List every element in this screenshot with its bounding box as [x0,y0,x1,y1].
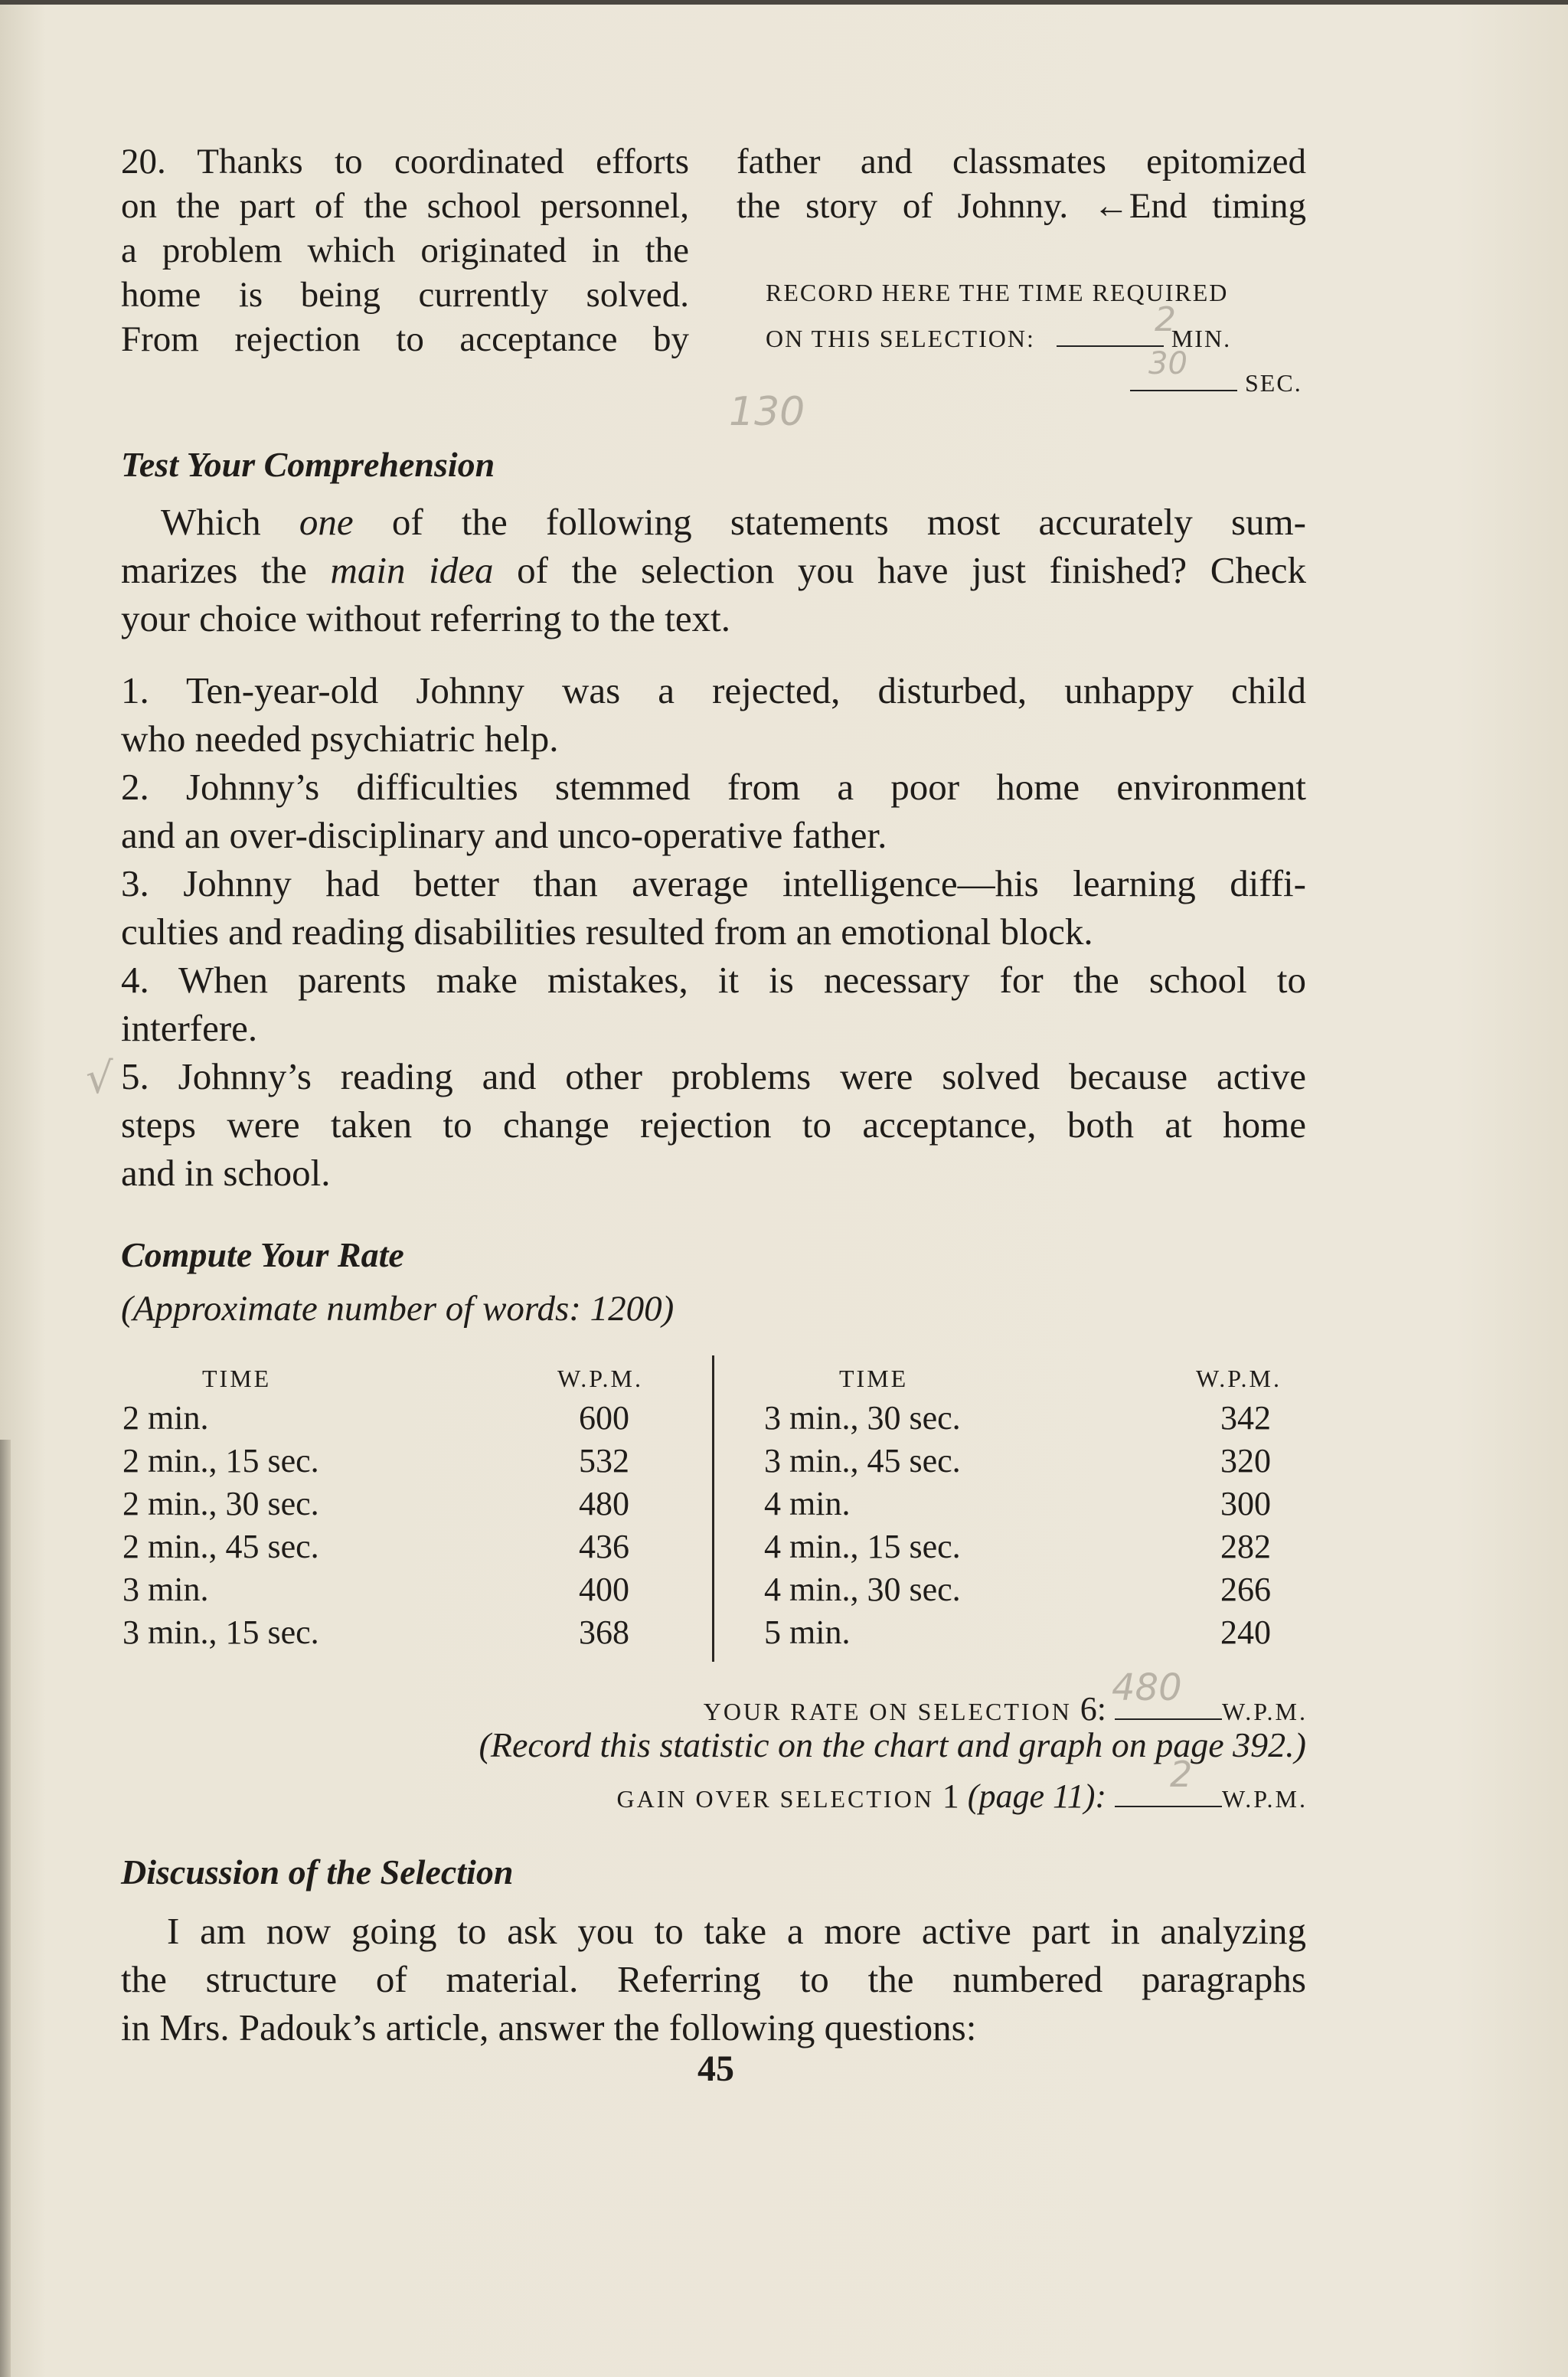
table-cell-time: 2 min. [122,1399,209,1437]
discussion-paragraph [121,1907,1306,2052]
table-cell-wpm: 282 [1220,1528,1271,1565]
paragraph-20 [121,139,689,361]
option-3-line: culties and reading disabilities resulted from an emotional block. [121,911,1093,953]
table-cell-wpm: 240 [1220,1614,1271,1651]
table-cell-time: 4 min., 15 sec. [764,1528,961,1565]
table-cell-wpm: 600 [579,1399,629,1437]
table-cell-time: 3 min. [122,1571,209,1608]
gain-line [617,1777,1308,1816]
discussion-line: the structure of material. Referring to the numbered paragraphs [121,1958,1306,2000]
col-time-left: TIME [202,1365,272,1392]
intro-line: marizes the main idea of the selection you have just finished? Check [121,549,1306,591]
option-5-line: steps were taken to change rejection to acceptance, both at home [121,1103,1306,1146]
selection-number: 6: [1080,1690,1107,1728]
rate-subheading: (Approximate number of words: 1200) [121,1289,675,1329]
col2-line: the story of Johnny. ←End timing [737,186,1306,226]
your-rate-line [704,1689,1308,1728]
option-4-line: 4. When parents make mistakes, it is necessary for the school to [121,959,1306,1001]
table-cell-wpm: 266 [1220,1571,1271,1608]
table-cell-wpm: 480 [579,1485,629,1522]
table-cell-time: 5 min. [764,1614,851,1651]
table-cell-wpm: 400 [579,1571,629,1608]
record-time-label: RECORD HERE THE TIME REQUIRED [766,279,1229,306]
comprehension-intro [121,498,1306,642]
handwritten-gain: 2 [1170,1754,1193,1795]
col-wpm-right: W.P.M. [1196,1365,1282,1392]
option-1-line: who needed psychiatric help. [121,718,559,760]
table-cell-wpm: 300 [1220,1485,1271,1522]
handwritten-min: 2 [1155,300,1176,339]
rate-heading: Compute Your Rate [121,1235,404,1274]
paragraph-20-continued [737,139,1306,228]
table-cell-time: 2 min., 30 sec. [122,1485,319,1522]
handwritten-rate: 480 [1112,1666,1182,1709]
col-time-right: TIME [839,1365,909,1392]
table-cell-wpm: 368 [579,1614,629,1651]
option-3-line: 3. Johnny had better than average intelligence—his learning diffi- [121,862,1306,904]
col2-line: father and classmates epitomized [737,142,1306,181]
page-binding-shadow [0,1440,11,2377]
handwritten-sec: 30 [1148,346,1187,381]
para20-line: home is being currently solved. [121,275,689,315]
table-divider [712,1355,714,1662]
your-rate-blank[interactable] [1115,1718,1222,1720]
gain-blank[interactable] [1115,1806,1222,1807]
discussion-line: I am now going to ask you to take a more active part in analyzing [167,1910,1306,1952]
table-cell-wpm: 320 [1220,1442,1271,1479]
table-cell-time: 3 min., 30 sec. [764,1399,961,1437]
table-cell-time: 3 min., 15 sec. [122,1614,319,1651]
sec-blank[interactable] [1130,390,1237,391]
para20-line: a problem which originated in the [121,231,689,270]
page-number: 45 [697,2048,734,2089]
scan-top-edge [0,0,1568,5]
option-4-line: interfere. [121,1007,258,1049]
table-cell-time: 4 min. [764,1485,851,1522]
table-cell-wpm: 436 [579,1528,629,1565]
sec-label: SEC. [1245,369,1302,397]
record-selection-label: ON THIS SELECTION: [766,325,1035,352]
option-5-line: and in school. [121,1152,331,1194]
table-cell-time: 2 min., 15 sec. [122,1442,319,1479]
record-note: (Record this statistic on the chart and graph on page 392.) [479,1725,1306,1764]
para20-line: on the part of the school personnel, [121,186,689,226]
min-label: MIN. [1171,325,1232,352]
option-1-line: 1. Ten-year-old Johnny was a rejected, disturbed, unhappy child [121,669,1306,711]
discussion-heading: Discussion of the Selection [121,1852,514,1891]
gain-label: GAIN OVER SELECTION [616,1785,934,1813]
table-cell-time: 2 min., 45 sec. [122,1528,319,1565]
comprehension-heading: Test Your Comprehension [121,445,495,484]
gain-page-ref: (page 11): [967,1777,1107,1815]
table-cell-wpm: 532 [579,1442,629,1479]
para20-line: From rejection to acceptance by [121,319,689,359]
col-wpm-left: W.P.M. [557,1365,643,1392]
wpm-suffix: W.P.M. [1222,1785,1308,1813]
wpm-suffix: W.P.M. [1222,1698,1308,1725]
handwritten-check-mark: √ [86,1054,113,1103]
handwritten-margin-note: 130 [729,389,805,435]
option-2-line: 2. Johnny’s difficulties stemmed from a poor home environment [121,766,1306,808]
your-rate-label: YOUR RATE ON SELECTION [703,1698,1072,1725]
gain-selection-number: 1 [942,1777,959,1815]
min-blank[interactable] [1057,345,1164,347]
table-cell-time: 4 min., 30 sec. [764,1571,961,1608]
discussion-line: in Mrs. Padouk’s article, answer the following questions: [121,2006,977,2048]
table-cell-time: 3 min., 45 sec. [764,1442,961,1479]
intro-line: Which one of the following statements most accurately sum- [161,501,1306,543]
para20-line: 20. Thanks to coordinated efforts [121,142,689,181]
intro-line: your choice without referring to the text. [121,597,730,639]
comprehension-options [121,666,1306,1197]
option-2-line: and an over-disciplinary and unco-operative father. [121,814,887,856]
table-cell-wpm: 342 [1220,1399,1271,1437]
option-5-line: 5. Johnny’s reading and other problems were solved because active [121,1055,1306,1097]
